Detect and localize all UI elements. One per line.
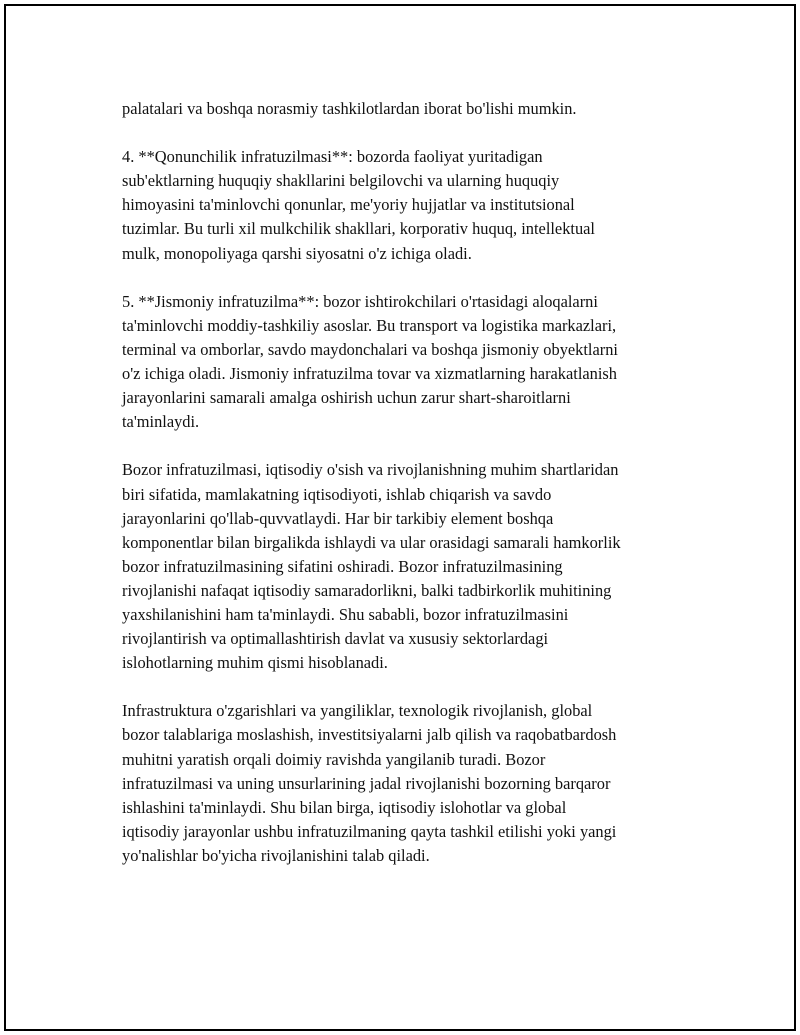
text-line: himoyasini ta'minlovchi qonunlar, me'yoriy hujjatlar va institutsional bbox=[122, 195, 575, 215]
page-frame bbox=[4, 4, 796, 1031]
text-line: terminal va omborlar, savdo maydonchalari va boshqa jismoniy obyektlarni bbox=[122, 339, 618, 359]
paragraph-legal-infrastructure bbox=[122, 145, 692, 265]
text-line: yo'nalishlar bo'yicha rivojlanishini talab qiladi. bbox=[122, 845, 430, 865]
paragraph-physical-infrastructure bbox=[122, 290, 692, 435]
paragraph-infrastructure-changes bbox=[122, 699, 692, 868]
text-line: yaxshilanishini ham ta'minlaydi. Shu sababli, bozor infratuzilmasini bbox=[122, 604, 569, 624]
text-line: rivojlantirish va optimallashtirish davlat va xususiy sektorlardagi bbox=[122, 629, 549, 649]
text-line: 5. **Jismoniy infratuzilma**: bozor ishtirokchilari o'rtasidagi aloqalarni bbox=[122, 291, 598, 311]
text-line: bozor talablariga moslashish, investitsiyalarni jalb qilish va raqobatbardosh bbox=[122, 725, 617, 745]
text-line: jarayonlarini samarali amalga oshirish uchun zarur shart-sharoitlarni bbox=[122, 388, 571, 408]
text-line: o'z ichiga oladi. Jismoniy infratuzilma tovar va xizmatlarning harakatlanish bbox=[122, 364, 617, 384]
text-line: infratuzilmasi va uning unsurlarining jadal rivojlanishi bozorning barqaror bbox=[122, 773, 611, 793]
text-line: rivojlanishi nafaqat iqtisodiy samaradorlikni, balki tadbirkorlik muhitining bbox=[122, 580, 612, 600]
text-line: biri sifatida, mamlakatning iqtisodiyoti, ishlab chiqarish va savdo bbox=[122, 484, 552, 504]
text-line: iqtisodiy jarayonlar ushbu infratuzilmaning qayta tashkil etilishi yoki yangi bbox=[122, 821, 617, 841]
text-line: islohotlarning muhim qismi hisoblanadi. bbox=[122, 653, 388, 673]
text-line: mulk, monopoliyaga qarshi siyosatni o'z ichiga oladi. bbox=[122, 243, 472, 263]
text-line: jarayonlarini qo'llab-quvvatlaydi. Har bir tarkibiy element boshqa bbox=[122, 508, 554, 528]
text-line: ta'minlovchi moddiy-tashkiliy asoslar. Bu transport va logistika markazlari, bbox=[122, 315, 617, 335]
text-line: bozor infratuzilmasining sifatini oshiradi. Bozor infratuzilmasining bbox=[122, 556, 563, 576]
paragraph-continuation bbox=[122, 97, 692, 121]
paragraph-market-infrastructure bbox=[122, 458, 692, 675]
text-line: tuzimlar. Bu turli xil mulkchilik shakllari, korporativ huquq, intellektual bbox=[122, 219, 595, 239]
text-line: ta'minlaydi. bbox=[122, 412, 200, 432]
document-body bbox=[122, 97, 692, 892]
text-line: ishlashini ta'minlaydi. Shu bilan birga, iqtisodiy islohotlar va global bbox=[122, 797, 567, 817]
text-line: sub'ektlarning huquqiy shakllarini belgilovchi va ularning huquqiy bbox=[122, 171, 560, 191]
text-line: muhitni yaratish orqali doimiy ravishda yangilanib turadi. Bozor bbox=[122, 749, 546, 769]
text-line: Infrastruktura o'zgarishlari va yangiliklar, texnologik rivojlanish, global bbox=[122, 701, 593, 721]
text-line: Bozor infratuzilmasi, iqtisodiy o'sish va rivojlanishning muhim shartlaridan bbox=[122, 460, 619, 480]
text-line: palatalari va boshqa norasmiy tashkilotlardan iborat bo'lishi mumkin. bbox=[122, 99, 577, 118]
text-line: komponentlar bilan birgalikda ishlaydi va ular orasidagi samarali hamkorlik bbox=[122, 532, 621, 552]
text-line: 4. **Qonunchilik infratuzilmasi**: bozorda faoliyat yuritadigan bbox=[122, 147, 543, 167]
